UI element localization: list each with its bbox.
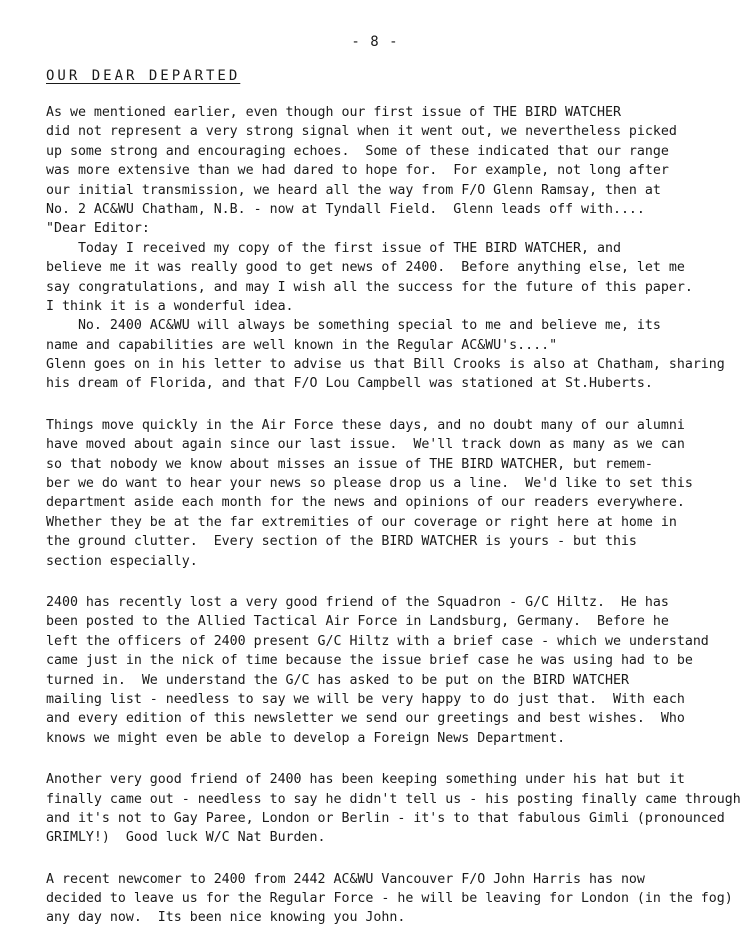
text-line: Another very good friend of 2400 has been keeping something under his hat but it — [46, 772, 685, 788]
text-line: our initial transmission, we heard all the way from F/O Glenn Ramsay, then at — [46, 182, 661, 198]
paragraph — [46, 593, 716, 748]
text-line: GRIMLY!) Good luck W/C Nat Burden. — [46, 830, 326, 846]
paragraph-gap — [46, 848, 716, 870]
text-line: have moved about again since our last issue. We'll track down as many as we can — [46, 437, 685, 453]
page-number: - 8 - — [351, 34, 399, 50]
text-line: say congratulations, and may I wish all the success for the future of this paper. — [46, 279, 693, 295]
text-line: up some strong and encouraging echoes. Some of these indicated that our range — [46, 143, 669, 159]
text-line: mailing list - needless to say we will be very happy to do just that. With each — [46, 691, 685, 707]
text-line: believe me it was really good to get news of 2400. Before anything else, let me — [46, 260, 685, 276]
text-line: finally came out - needless to say he didn't tell us - his posting finally came through — [46, 791, 741, 807]
text-line: so that nobody we know about misses an issue of THE BIRD WATCHER, but remem- — [46, 456, 653, 472]
text-line: and every edition of this newsletter we send our greetings and best wishes. Who — [46, 711, 685, 727]
text-line: A recent newcomer to 2400 from 2442 AC&WU Vancouver F/O John Harris has now — [46, 871, 645, 887]
text-line: section especially. — [46, 553, 198, 569]
text-line: turned in. We understand the G/C has asked to be put on the BIRD WATCHER — [46, 672, 629, 688]
paragraph — [46, 103, 725, 394]
text-line: No. 2400 AC&WU will always be something special to me and believe me, its — [46, 318, 661, 334]
text-line: left the officers of 2400 present G/C Hiltz with a brief case - which we understand — [46, 633, 709, 649]
text-line: and it's not to Gay Paree, London or Berlin - it's to that fabulous Gimli (pronounced — [46, 810, 725, 826]
text-line: department aside each month for the news and opinions of our readers everywhere. — [46, 495, 685, 511]
text-line: knows we might even be able to develop a Foreign News Department. — [46, 730, 566, 746]
paragraph-gap — [46, 748, 716, 770]
text-line: any day now. Its been nice knowing you John. — [46, 910, 406, 926]
paragraph — [46, 770, 741, 848]
text-line: Whether they be at the far extremities of our coverage or right here at home in — [46, 514, 677, 530]
text-line: I think it is a wonderful idea. — [46, 298, 294, 314]
paragraph — [46, 870, 733, 928]
text-line: ber we do want to hear your news so please drop us a line. We'd like to set this — [46, 476, 693, 492]
paragraph — [46, 416, 716, 571]
text-line: his dream of Florida, and that F/O Lou Campbell was stationed at St.Huberts. — [46, 376, 653, 392]
text-line: "Dear Editor: — [46, 221, 150, 237]
text-line: the ground clutter. Every section of the BIRD WATCHER is yours - but this — [46, 534, 637, 550]
text-line: came just in the nick of time because the issue brief case he was using had to be — [46, 653, 693, 669]
text-line: 2400 has recently lost a very good friend of the Squadron - G/C Hiltz. He has — [46, 594, 669, 610]
text-line: Today I received my copy of the first issue of THE BIRD WATCHER, and — [46, 240, 621, 256]
text-line: Things move quickly in the Air Force these days, and no doubt many of our alumni — [46, 417, 685, 433]
text-line: No. 2 AC&WU Chatham, N.B. - now at Tyndall Field. Glenn leads off with.... — [46, 201, 645, 217]
section-heading: OUR DEAR DEPARTED — [46, 68, 241, 84]
paragraph-gap — [46, 571, 716, 593]
text-line: Glenn goes on in his letter to advise us that Bill Crooks is also at Chatham, sharing — [46, 357, 725, 373]
text-line: decided to leave us for the Regular Force - he will be leaving for London (in the fog) — [46, 891, 733, 907]
paragraph-gap — [46, 394, 716, 416]
text-line: was more extensive than we had dared to hope for. For example, not long after — [46, 163, 669, 179]
text-line: As we mentioned earlier, even though our first issue of THE BIRD WATCHER — [46, 105, 621, 120]
text-line: been posted to the Allied Tactical Air Force in Landsburg, Germany. Before he — [46, 614, 669, 630]
article-body — [46, 103, 741, 928]
text-line: name and capabilities are well known in the Regular AC&WU's...." — [46, 337, 558, 353]
text-line: did not represent a very strong signal when it went out, we nevertheless picked — [46, 124, 677, 140]
